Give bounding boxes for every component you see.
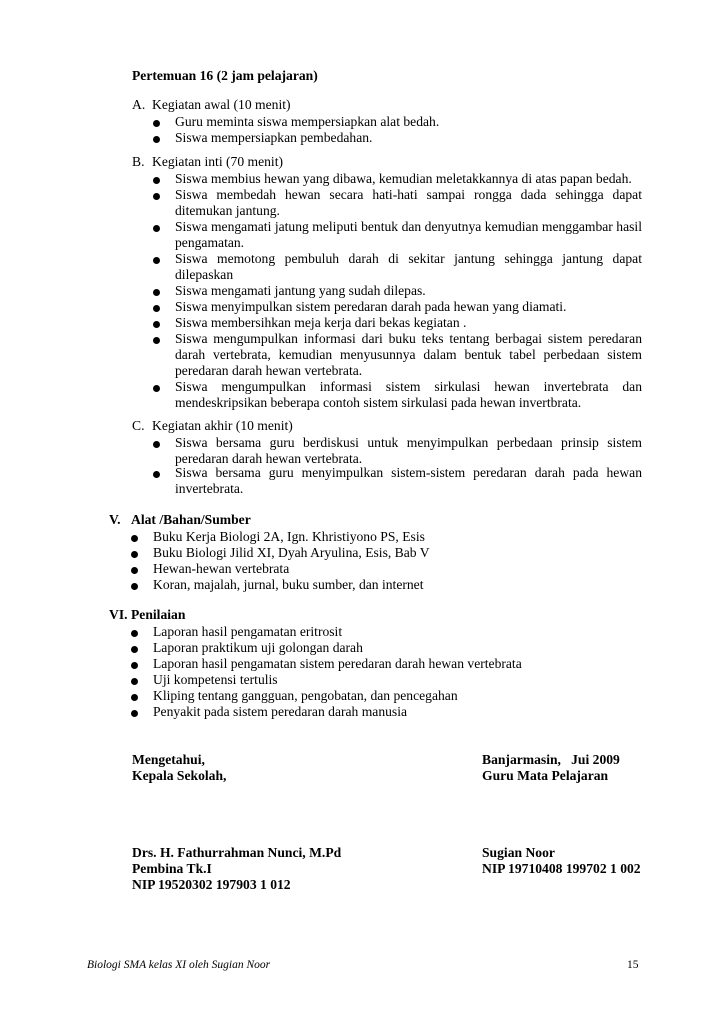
list-item: Siswa mengamati jantung yang sudah dilepas. (175, 283, 426, 298)
teacher-nip: NIP 19710408 199702 1 002 (482, 861, 641, 876)
section-vi-numeral: VI. (109, 607, 128, 622)
meeting-title: Pertemuan 16 (2 jam pelajaran) (132, 68, 318, 83)
bullet-icon (131, 710, 138, 717)
bullet-icon (153, 289, 160, 296)
list-item: Siswa bersama guru menyimpulkan sistem-sistem peredaran darah pada hewan (175, 465, 642, 480)
section-v-title: Alat /Bahan/Sumber (131, 512, 251, 527)
list-item: Hewan-hewan vertebrata (153, 561, 290, 576)
list-item: Laporan hasil pengamatan eritrosit (153, 624, 343, 639)
list-item: Penyakit pada sistem peredaran darah manusia (153, 704, 408, 719)
list-item-continued: peredaran darah hewan vertebrata. (175, 451, 363, 466)
list-item: Kliping tentang gangguan, pengobatan, dan pencegahan (153, 688, 458, 703)
list-item: Siswa mempersiapkan pembedahan. (175, 130, 373, 145)
principal-rank: Pembina Tk.I (132, 861, 212, 876)
footer-text: Biologi SMA kelas XI oleh Sugian Noor (87, 959, 271, 971)
bullet-icon (131, 662, 138, 669)
signature-right-line2: Guru Mata Pelajaran (482, 768, 609, 783)
bullet-icon (131, 535, 138, 542)
bullet-icon (153, 136, 160, 143)
signature-left-line1: Mengetahui, (132, 752, 205, 767)
list-item: Uji kompetensi tertulis (153, 672, 278, 687)
bullet-icon (153, 257, 160, 264)
section-c-letter: C. (132, 418, 145, 433)
list-item: Buku Kerja Biologi 2A, Ign. Khristiyono PS, Esis (153, 529, 425, 544)
list-item-continued: ditemukan jantung. (175, 203, 280, 218)
list-item-continued: pengamatan. (175, 235, 245, 250)
principal-name: Drs. H. Fathurrahman Nunci, M.Pd (132, 845, 342, 860)
list-item: Buku Biologi Jilid XI, Dyah Aryulina, Esis, Bab V (153, 545, 430, 560)
list-item: Guru meminta siswa mempersiapkan alat bedah. (175, 114, 440, 129)
list-item: Siswa mengumpulkan informasi sistem sirkulasi hewan invertebrata dan (175, 379, 642, 394)
bullet-icon (153, 177, 160, 184)
principal-nip: NIP 19520302 197903 1 012 (132, 877, 291, 892)
section-a-letter: A. (132, 97, 146, 112)
page-number: 15 (627, 959, 639, 971)
list-item-continued: darah vertebrata, kemudian menyusunnya dalam bentuk tabel perbedaan sistem (175, 347, 642, 362)
list-item-continued: mendeskripsikan beberapa contoh sistem sirkulasi pada hewan invertbrata. (175, 395, 582, 410)
signature-right-line1: Banjarmasin, Jui 2009 (482, 752, 620, 767)
list-item: Koran, majalah, jurnal, buku sumber, dan internet (153, 577, 424, 592)
list-item: Siswa membedah hewan secara hati-hati sampai rongga dada sehingga dapat (175, 187, 642, 202)
bullet-icon (153, 193, 160, 200)
section-b-letter: B. (132, 154, 145, 169)
signature-left-line2: Kepala Sekolah, (132, 768, 227, 783)
list-item: Laporan hasil pengamatan sistem peredaran darah hewan vertebrata (153, 656, 522, 671)
teacher-name: Sugian Noor (482, 845, 555, 860)
list-item: Siswa mengumpulkan informasi dari buku teks tentang berbagai sistem peredaran (175, 331, 642, 346)
section-v-numeral: V. (109, 512, 121, 527)
bullet-icon (131, 567, 138, 574)
bullet-icon (153, 441, 160, 448)
list-item: Laporan praktikum uji golongan darah (153, 640, 363, 655)
section-a-title: Kegiatan awal (10 menit) (152, 97, 291, 112)
list-item: Siswa bersama guru berdiskusi untuk menyimpulkan perbedaan prinsip sistem (175, 435, 642, 450)
section-b-title: Kegiatan inti (70 menit) (152, 154, 283, 169)
bullet-icon (131, 694, 138, 701)
section-vi-title: Penilaian (131, 607, 186, 622)
section-c-title: Kegiatan akhir (10 menit) (152, 418, 293, 433)
bullet-icon (131, 630, 138, 637)
bullet-icon (153, 321, 160, 328)
bullet-icon (153, 471, 160, 478)
list-item-continued: invertebrata. (175, 481, 244, 496)
list-item: Siswa membersihkan meja kerja dari bekas kegiatan . (175, 315, 467, 330)
bullet-icon (153, 337, 160, 344)
bullet-icon (131, 646, 138, 653)
bullet-icon (131, 551, 138, 558)
list-item-continued: dilepaskan (175, 267, 234, 282)
list-item: Siswa membius hewan yang dibawa, kemudian meletakkannya di atas papan bedah. (175, 171, 632, 186)
bullet-icon (131, 583, 138, 590)
list-item: Siswa mengamati jatung meliputi bentuk dan denyutnya kemudian menggambar hasil (175, 219, 642, 234)
bullet-icon (131, 678, 138, 685)
list-item-continued: peredaran darah hewan vertebrata. (175, 363, 363, 378)
bullet-icon (153, 120, 160, 127)
bullet-icon (153, 305, 160, 312)
bullet-icon (153, 225, 160, 232)
bullet-icon (153, 385, 160, 392)
list-item: Siswa memotong pembuluh darah di sekitar jantung sehingga jantung dapat (175, 251, 642, 266)
list-item: Siswa menyimpulkan sistem peredaran darah pada hewan yang diamati. (175, 299, 567, 314)
